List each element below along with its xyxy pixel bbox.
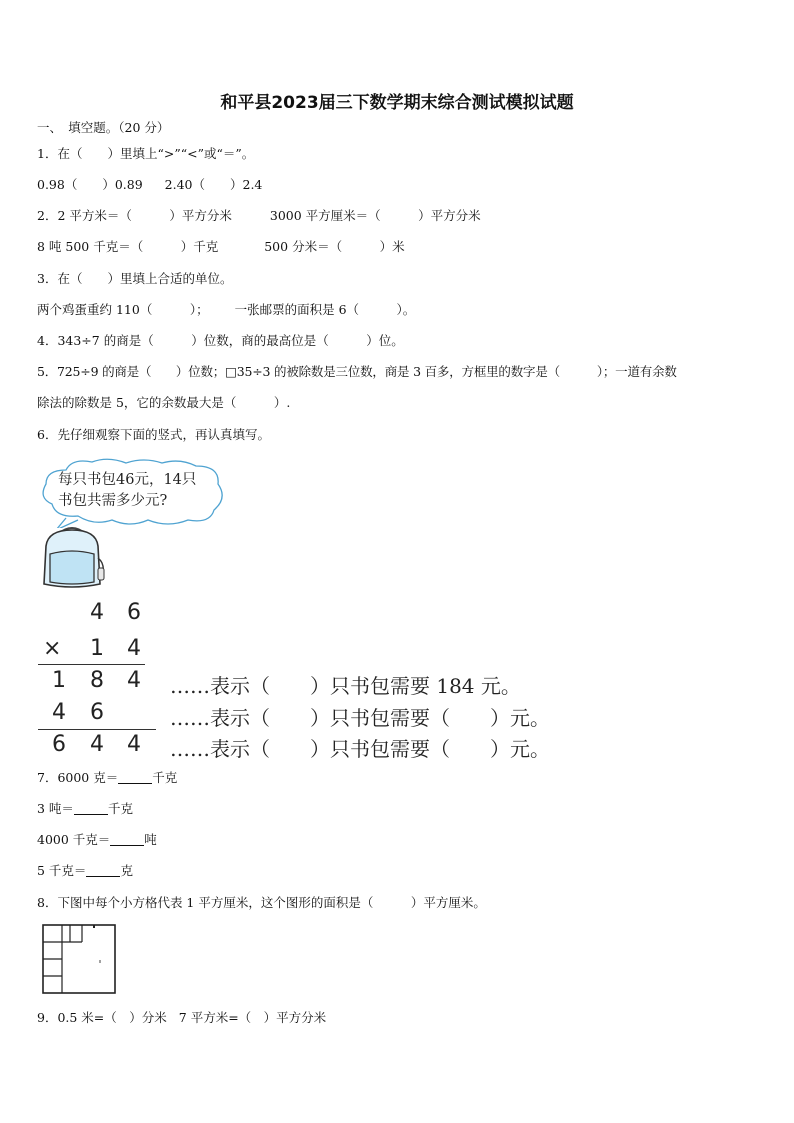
backpack-icon	[38, 524, 106, 590]
product-digit: 4	[127, 732, 141, 757]
question-7-d-text: 5 千克＝	[37, 863, 87, 878]
speech-bubble-text	[58, 470, 196, 512]
question-7-a-text: 7．6000 克＝	[37, 770, 119, 785]
speech-bubble-line-2: 书包共需多少元?	[58, 493, 168, 509]
question-9-item-a: 9．0.5 米=（ ）分米	[37, 1010, 167, 1025]
page-title: 和平县2023届三下数学期末综合测试模拟试题	[220, 93, 574, 113]
question-7-a-unit: 千克	[152, 770, 178, 785]
question-3-stem: 3．在（ ）里填上合适的单位。	[37, 271, 233, 286]
question-3-items	[37, 302, 415, 318]
multiplier-digit: 4	[127, 636, 141, 661]
product-digit: 6	[52, 732, 66, 757]
question-1-items	[37, 177, 262, 193]
multiplicand-digit: 4	[90, 600, 104, 625]
answer-blank	[74, 802, 108, 815]
question-7-b-unit: 千克	[107, 801, 133, 816]
product-digit: 4	[90, 732, 104, 757]
multiply-sign: ×	[43, 636, 62, 661]
question-9	[37, 1010, 326, 1026]
question-7-item-b	[37, 801, 133, 817]
question-7-item-a	[37, 770, 177, 786]
partial-product-1-digit: 1	[52, 668, 66, 693]
question-2-item-b: 3000 平方厘米＝（ ）平方分米	[269, 208, 481, 223]
question-7-c-unit: 吨	[144, 832, 157, 847]
explanation-line-1: ……表示（ ）只书包需要 184 元。	[170, 674, 521, 698]
question-9-item-b: 7 平方米=（ ）平方分米	[178, 1010, 327, 1025]
question-7-item-d	[37, 863, 133, 879]
question-5-line-1: 5．725÷9 的商是（ ）位数；□35÷3 的被除数是三位数，商是 3 百多，方框里的数字是（ ）；一道有余数	[37, 364, 677, 379]
question-8: 8．下图中每个小方格代表 1 平方厘米，这个图形的面积是（ ）平方厘米。	[37, 895, 486, 910]
question-2-row-1	[37, 208, 481, 224]
explanation-line-3: ……表示（ ）只书包需要（ ）元。	[170, 737, 550, 761]
answer-blank	[110, 833, 144, 846]
question-2-item-c: 8 吨 500 千克＝（ ）千克	[37, 239, 219, 254]
question-7-item-c	[37, 832, 157, 848]
explanation-line-2: ……表示（ ）只书包需要（ ）元。	[170, 706, 550, 730]
question-1-item-b: 2.40（ ）2.4	[164, 177, 263, 192]
question-5-line-2: 除法的除数是 5，它的余数最大是（ ）.	[37, 395, 291, 410]
question-3-item-b: 一张邮票的面积是 6（ ）。	[234, 302, 416, 317]
question-1-stem: 1．在（ ）里填上“>”“<”或“＝”。	[37, 146, 255, 161]
question-6-stem: 6．先仔细观察下面的竖式，再认真填写。	[37, 427, 270, 442]
question-2-row-2	[37, 239, 405, 255]
section-heading: 一、 填空题。（20 分）	[37, 120, 170, 135]
question-3-item-a: 两个鸡蛋重约 110（ ）；	[37, 302, 209, 317]
question-7-d-unit: 克	[120, 863, 133, 878]
calc-divider-1	[38, 664, 145, 665]
speech-bubble-line-1: 每只书包46元，14只	[58, 472, 197, 488]
multiplicand-digit: 6	[127, 600, 141, 625]
partial-product-2-digit: 4	[52, 700, 66, 725]
answer-blank	[86, 864, 120, 877]
answer-blank	[118, 771, 152, 784]
question-4: 4．343÷7 的商是（ ）位数，商的最高位是（ ）位。	[37, 333, 404, 348]
question-7-c-text: 4000 千克＝	[37, 832, 111, 847]
question-2-item-a: 2．2 平方米＝（ ）平方分米	[37, 208, 232, 223]
multiplier-digit: 1	[90, 636, 104, 661]
partial-product-1-digit: 8	[90, 668, 104, 693]
question-1-item-a: 0.98（ ）0.89	[37, 177, 143, 192]
partial-product-1-digit: 4	[127, 668, 141, 693]
calc-divider-2	[38, 729, 156, 730]
partial-product-2-digit: 6	[90, 700, 104, 725]
area-grid-figure	[42, 924, 116, 994]
question-7-b-text: 3 吨＝	[37, 801, 74, 816]
question-2-item-d: 500 分米＝（ ）米	[264, 239, 405, 254]
